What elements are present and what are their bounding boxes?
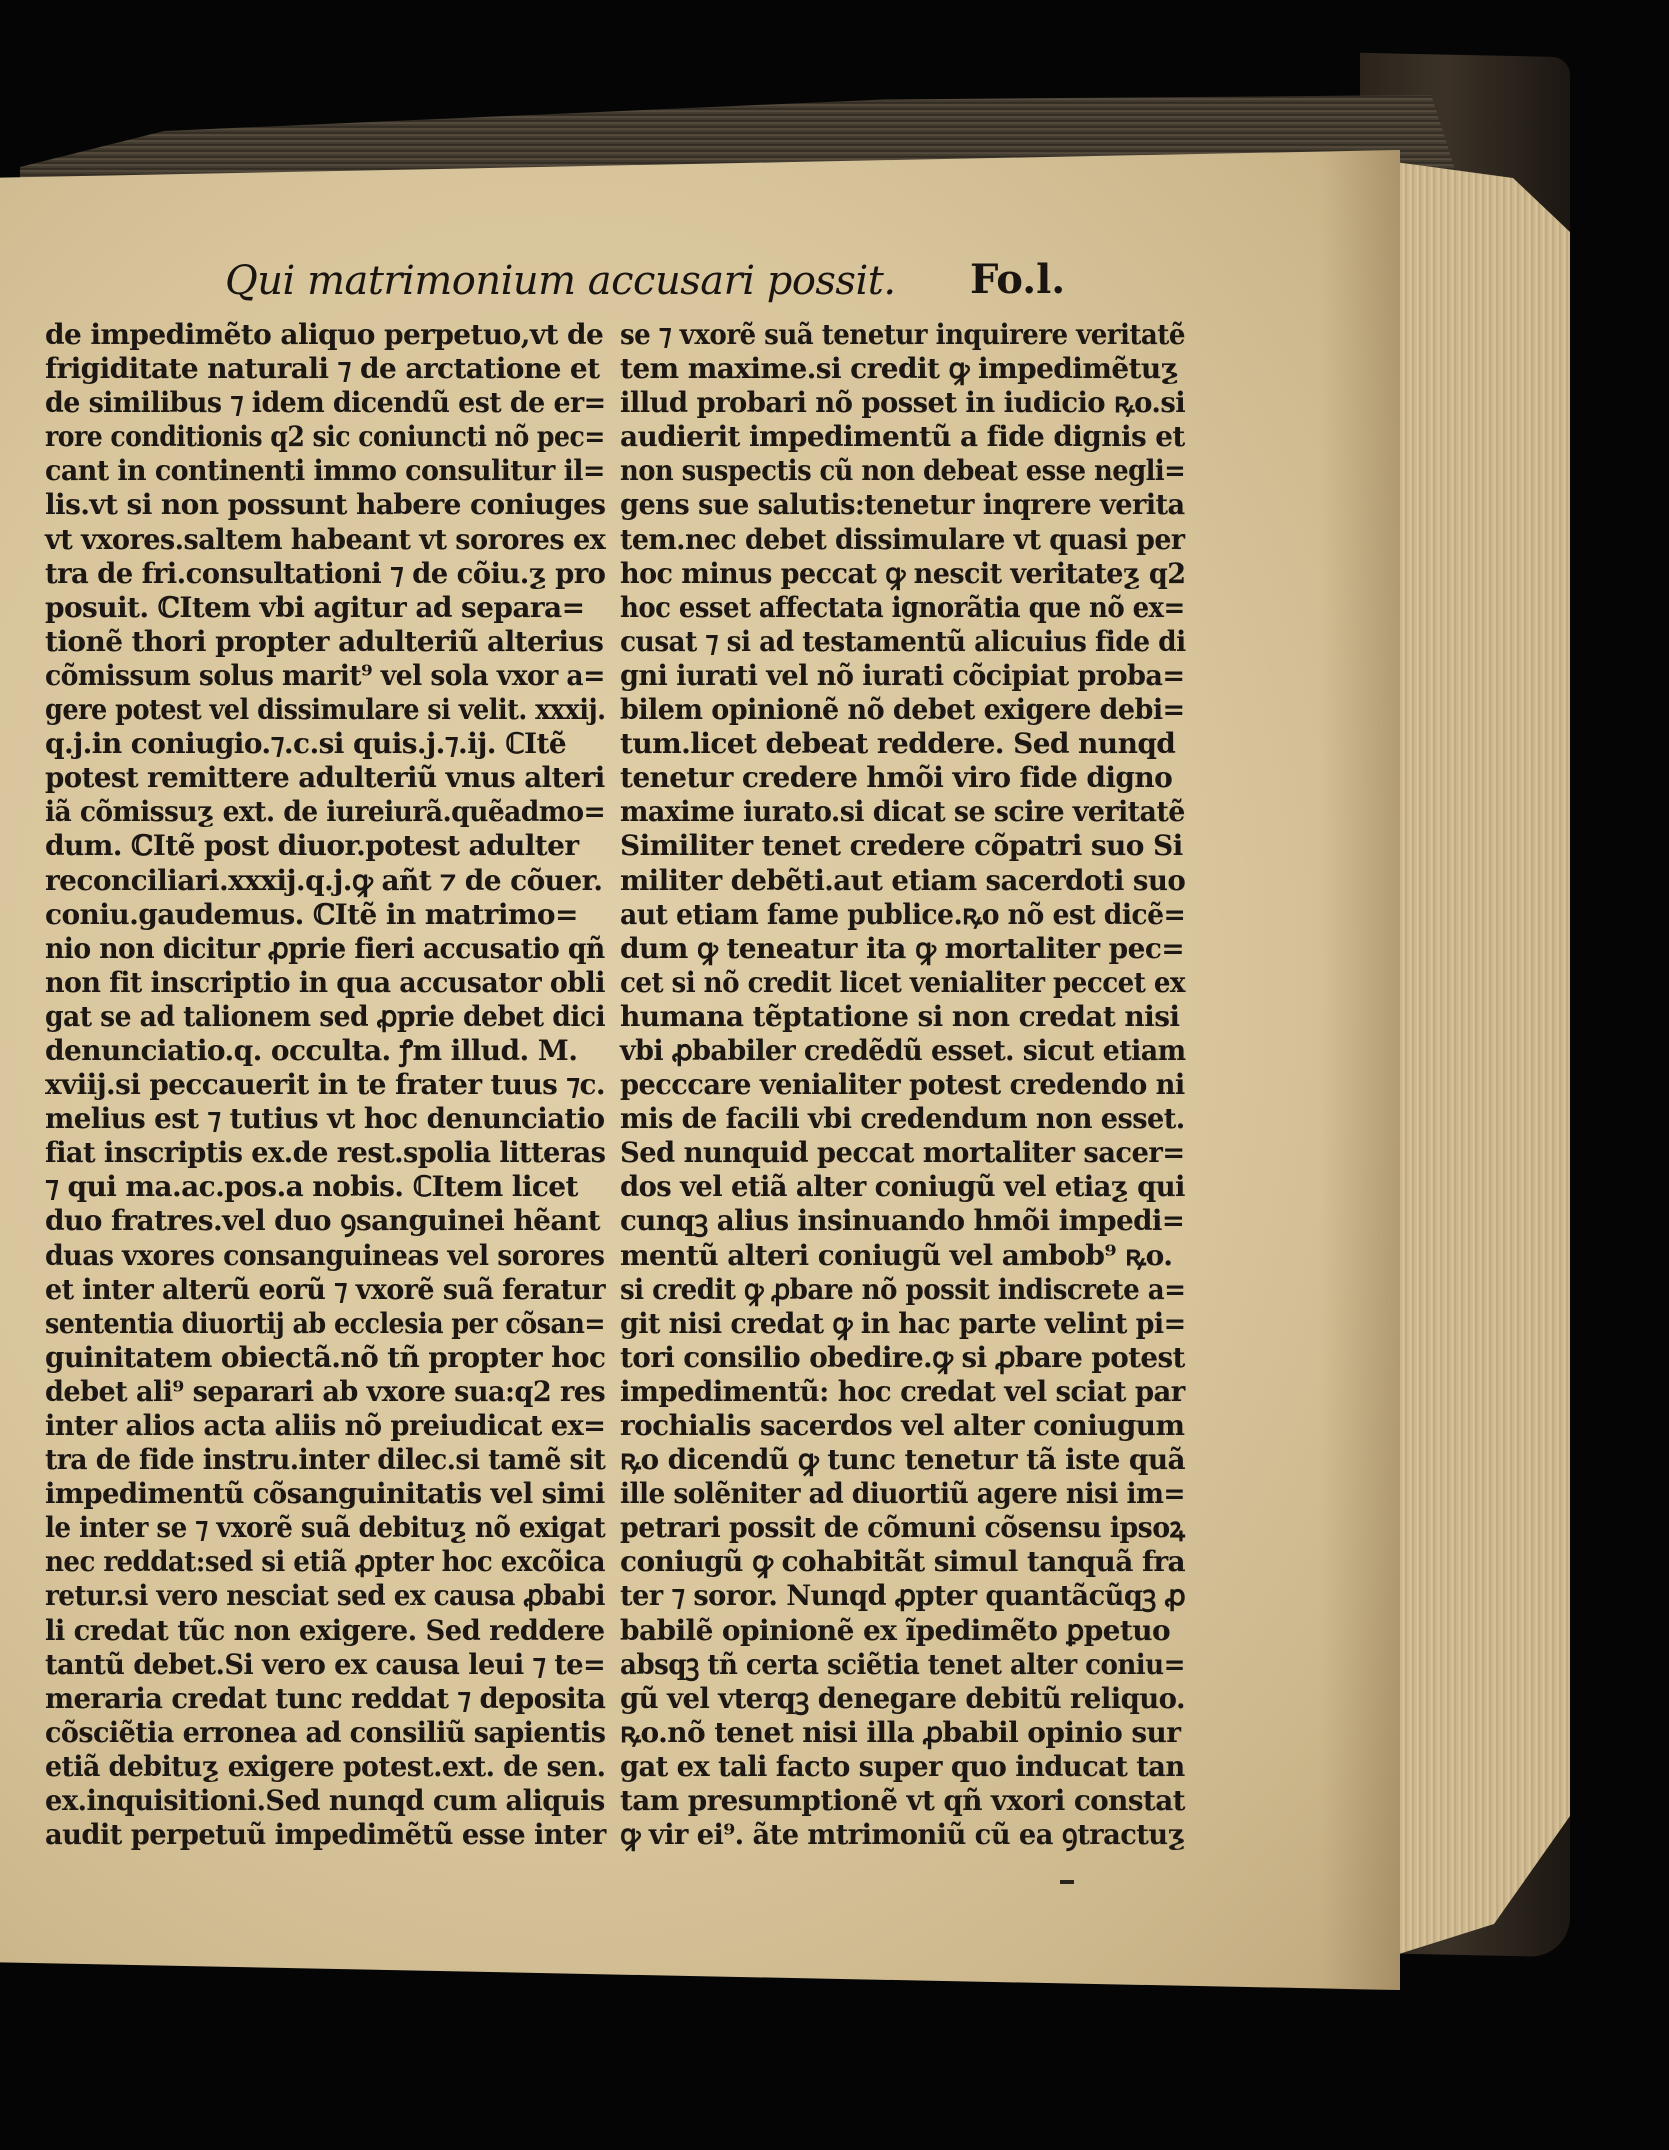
text-line: lis.vt si non possunt habere coniuges <box>45 488 606 522</box>
text-line: cõmissum solus marit⁹ vel sola vxor a= <box>45 658 605 692</box>
text-line: tra de fide instru.inter dilec.si tamẽ sit <box>45 1443 606 1477</box>
text-line: dum ꝙ teneatur ita ꝙ mortaliter pec= <box>620 931 1185 965</box>
fore-edge-pages <box>1380 160 1570 1960</box>
gutter-shadow <box>1320 150 1400 1990</box>
text-line: impedimentũ: hoc credat vel sciat par <box>620 1374 1185 1408</box>
text-line: tenetur credere hmõi viro fide digno <box>620 761 1173 795</box>
folio-number: Fo.l. <box>970 256 1066 303</box>
text-line: tra de fri.consultationi ⁊ de cõiu.ƺ pro <box>45 556 606 590</box>
left-text-column <box>45 318 605 1852</box>
text-line: ille solẽniter ad diuortiũ agere nisi im= <box>620 1477 1185 1511</box>
text-line: duo fratres.vel duo ꝯsanguinei hẽant <box>45 1204 600 1238</box>
text-line: potest remittere adulteriũ vnus alteri <box>45 761 605 795</box>
text-line: se ⁊ vxorẽ suã tenetur inquirere veritatẽ <box>620 318 1185 351</box>
text-line: babilẽ opinionẽ ex ĩpedimẽto ꝑpetuo <box>620 1613 1171 1647</box>
text-line: tem maxime.si credit ꝙ impedimẽtuƺ <box>620 352 1179 386</box>
text-line: rore conditionis q2 sic coniuncti nõ pec= <box>45 420 605 454</box>
text-line: etiã debituƺ exigere potest.ext. de sen. <box>45 1749 606 1783</box>
text-line: cõsciẽtia erronea ad consiliũ sapientis <box>45 1715 606 1749</box>
text-line: Similiter tenet credere cõpatri suo Si <box>620 829 1183 863</box>
text-line: iã cõmissuƺ ext. de iureiurã.quẽadmo= <box>45 795 606 829</box>
text-line: ter ⁊ soror. Nunqd ꝓpter quantãcũqꝫ ꝓ <box>620 1579 1186 1613</box>
text-line: git nisi credat ꝙ in hac parte velint pi= <box>620 1306 1186 1340</box>
text-line: non suspectis cũ non debeat esse negli= <box>620 454 1186 488</box>
text-line: gat se ad talionem sed ꝓprie debet dici <box>45 999 606 1033</box>
text-line: tantũ debet.Si vero ex causa leui ⁊ te= <box>45 1647 606 1681</box>
text-line: maxime iurato.si dicat se scire veritatẽ <box>620 795 1185 829</box>
text-line: mis de facili vbi credendum non esset. <box>620 1102 1185 1136</box>
text-line: inter alios acta aliis nõ preiudicat ex= <box>45 1409 606 1442</box>
text-line: guinitatem obiectã.nõ tñ propter hoc <box>45 1340 606 1374</box>
text-line: fiat inscriptis ex.de rest.spolia litteras <box>45 1136 606 1170</box>
text-line: vt vxores.saltem habeant vt sorores ex <box>45 522 606 556</box>
text-line: non fit inscriptio in qua accusator obli <box>45 965 605 999</box>
text-line: nio non dicitur ꝓprie fieri accusatio qñ <box>45 931 605 965</box>
right-text-column <box>620 318 1185 1852</box>
text-line: gni iurati vel nõ iurati cõcipiat proba= <box>620 658 1185 692</box>
text-line: frigiditate naturali ⁊ de arctatione et <box>45 352 600 386</box>
text-line: q.j.in coniugio.⁊.c.si quis.j.⁊.ij. ℂItẽ <box>45 727 567 761</box>
text-line: denunciatio.q. occulta. ꝭm illud. M. <box>45 1033 578 1067</box>
text-line: coniu.gaudemus. ℂItẽ in matrimo= <box>45 897 578 931</box>
text-line: bilem opinionẽ nõ debet exigere debi= <box>620 693 1185 727</box>
text-line: le inter se ⁊ vxorẽ suã debituƺ nõ exigat <box>45 1511 606 1545</box>
text-line: retur.si vero nesciat sed ex causa ꝓbabi <box>45 1579 605 1613</box>
text-line: petrari possit de cõmuni cõsensu ipsoꝝ <box>620 1511 1185 1545</box>
text-line: audierit impedimentũ a fide dignis et <box>620 420 1185 454</box>
text-line: et inter alterũ eorũ ⁊ vxorẽ suã feratur <box>45 1272 605 1306</box>
text-line: duas vxores consanguineas vel sorores <box>45 1238 605 1272</box>
text-line: impedimentũ cõsanguinitatis vel simi <box>45 1477 605 1511</box>
text-line: xviij.si peccauerit in te frater tuus ⁊c. <box>45 1068 606 1102</box>
text-line: nec reddat:sed si etiã ꝓpter hoc excõica <box>45 1545 605 1579</box>
text-line: humana tẽptatione si non credat nisi <box>620 999 1180 1033</box>
text-line: si credit ꝙ ꝓbare nõ possit indiscrete a= <box>620 1272 1186 1306</box>
text-line: de impedimẽto aliquo perpetuo,vt de <box>45 318 604 351</box>
text-line: gens sue salutis:tenetur inqrere verita <box>620 488 1185 522</box>
text-line: sententia diuortij ab ecclesia per cõsan= <box>45 1306 606 1340</box>
text-line: aut etiam fame publice.ꝶo nõ est dicẽ= <box>620 897 1186 931</box>
text-line: li credat tũc non exigere. Sed reddere <box>45 1613 605 1647</box>
text-line: cusat ⁊ si ad testamentũ alicuius fide di <box>620 624 1186 658</box>
text-line: vbi ꝓbabiler credẽdũ esset. sicut etiam <box>620 1033 1186 1067</box>
text-line: melius est ⁊ tutius vt hoc denunciatio <box>45 1102 605 1136</box>
text-line: ex.inquisitioni.Sed nunqd cum aliquis <box>45 1784 605 1818</box>
text-line: tum.licet debeat reddere. Sed nunqd <box>620 727 1176 761</box>
running-title: Qui matrimonium accusari possit. <box>225 258 896 304</box>
text-line: ꝶo.nõ tenet nisi illa ꝓbabil opinio sur <box>620 1715 1181 1749</box>
text-line: meraria credat tunc reddat ⁊ deposita <box>45 1681 606 1715</box>
text-line: ꝙ vir ei⁹. ãte mtrimoniũ cũ ea ꝯtractuƺ <box>620 1818 1185 1852</box>
text-line: dum. ℂItẽ post diuor.potest adulter <box>45 829 579 863</box>
text-line: audit perpetuũ impedimẽtũ esse inter <box>45 1818 606 1852</box>
text-line: coniugũ ꝙ cohabitãt simul tanquã fra <box>620 1545 1186 1579</box>
text-line: illud probari nõ posset in iudicio ꝶo.si <box>620 386 1186 420</box>
text-line: posuit. ℂItem vbi agitur ad separa= <box>45 590 585 624</box>
text-line: ꝶo dicendũ ꝙ tunc tenetur tã iste quã <box>620 1443 1186 1477</box>
text-line: cet si nõ credit licet venialiter peccet ex <box>620 965 1185 999</box>
text-line: tori consilio obedire.ꝙ si ꝓbare potest <box>620 1340 1185 1374</box>
text-line: cunqꝫ alius insinuando hmõi impedi= <box>620 1204 1185 1238</box>
text-line: mentũ alteri coniugũ vel ambob⁹ ꝶo. <box>620 1238 1173 1272</box>
text-line: Sed nunquid peccat mortaliter sacer= <box>620 1136 1185 1170</box>
text-line: gere potest vel dissimulare si velit. xxxij. <box>45 693 606 727</box>
text-line: cant in continenti immo consulitur il= <box>45 454 605 488</box>
text-line: de similibus ⁊ idem dicendũ est de er= <box>45 386 606 420</box>
text-line: ⁊ qui ma.ac.pos.a nobis. ℂItem licet <box>45 1170 578 1204</box>
text-line: gat ex tali facto super quo inducat tan <box>620 1749 1185 1783</box>
ink-mark <box>1060 1880 1074 1884</box>
text-line: absqꝫ tñ certa sciẽtia tenet alter coniu= <box>620 1647 1185 1681</box>
text-line: tem.nec debet dissimulare vt quasi per <box>620 522 1185 556</box>
text-line: tionẽ thori propter adulteriũ alterius <box>45 624 604 658</box>
text-line: militer debẽti.aut etiam sacerdoti suo <box>620 863 1186 897</box>
text-line: rochialis sacerdos vel alter coniugum <box>620 1409 1185 1442</box>
text-line: dos vel etiã alter coniugũ vel etiaƺ qui <box>620 1170 1185 1204</box>
text-line: hoc esset affectata ignorãtia que nõ ex= <box>620 590 1185 624</box>
text-line: tam presumptionẽ vt qñ vxori constat <box>620 1784 1185 1818</box>
text-line: gũ vel vterqꝫ denegare debitũ reliquo. <box>620 1681 1185 1715</box>
text-line: pecccare venialiter potest credendo ni <box>620 1068 1185 1102</box>
text-line: reconciliari.xxxij.q.j.ꝙ añt ⁊ de cõuer. <box>45 863 603 897</box>
text-line: debet ali⁹ separari ab vxore sua:q2 res <box>45 1374 606 1408</box>
text-line: hoc minus peccat ꝙ nescit veritateƺ q2 <box>620 556 1186 590</box>
page-header <box>225 258 1105 318</box>
